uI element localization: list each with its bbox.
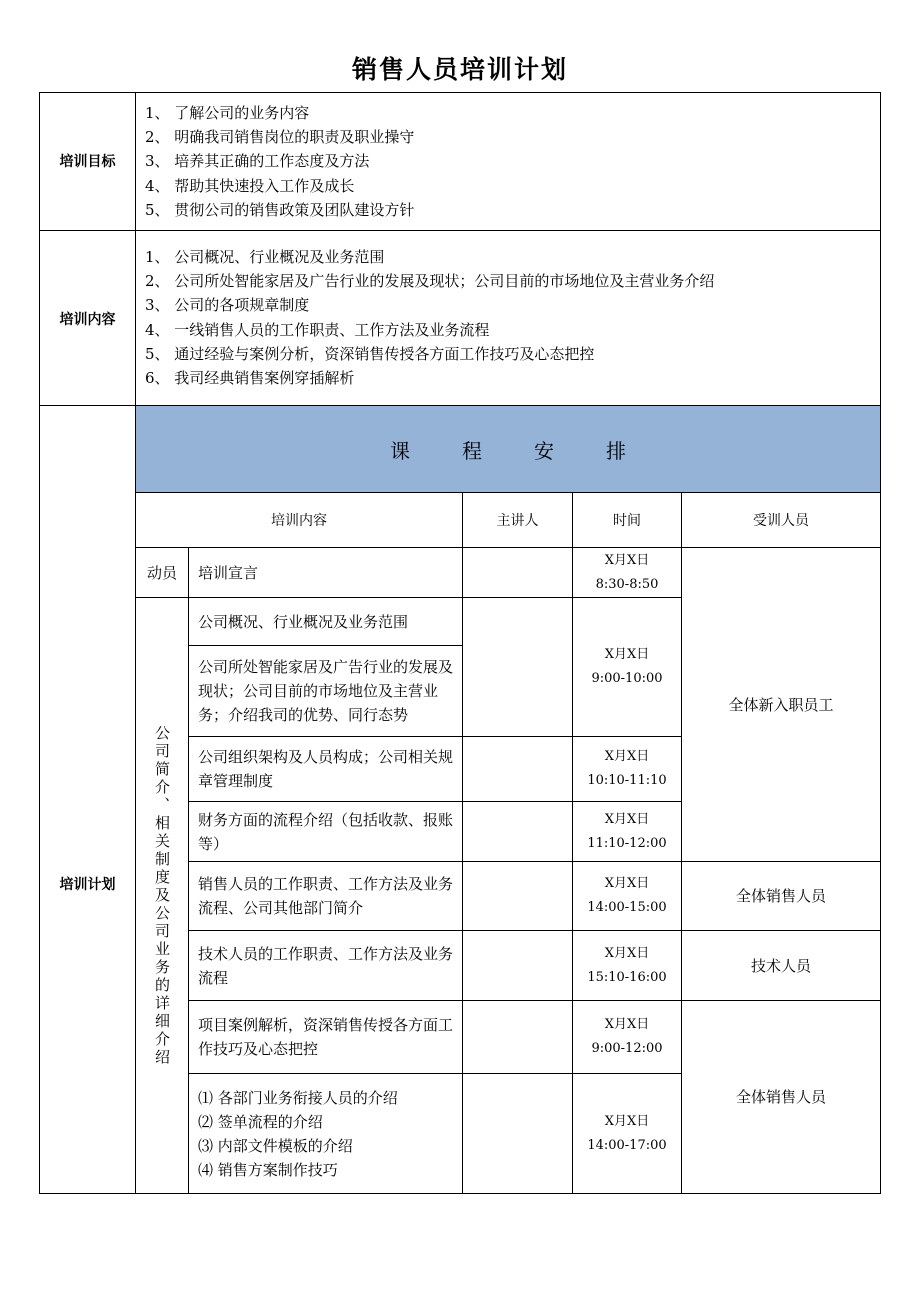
time-cell: X月X日 11:10-12:00: [587, 811, 667, 851]
content-label: 培训内容: [59, 312, 116, 328]
header-time: 时间: [613, 513, 641, 529]
trainees-cell: 全体销售人员: [735, 1088, 826, 1106]
section-category-label: 公司简介、相关制度及公司业务的详细介绍: [153, 725, 171, 1067]
sub-item-list: [198, 1074, 460, 1193]
plan-label: 培训计划: [59, 877, 116, 893]
header-content: 培训内容: [271, 513, 327, 529]
list-item: 3、 公司的各项规章制度: [145, 296, 310, 315]
time-cell: X月X日 9:00-10:00: [591, 647, 663, 686]
schedule-banner-text: 课程安排: [390, 438, 678, 463]
time-cell: X月X日 9:00-12:00: [591, 1017, 663, 1056]
list-item: ⑴ 各部门业务衔接人员的介绍: [198, 1088, 398, 1107]
mobilize-category: 动员: [146, 563, 177, 582]
goals-list: [145, 101, 414, 222]
time-cell: X月X日 14:00-15:00: [587, 876, 667, 915]
mobilize-content: 培训宣言: [198, 563, 259, 582]
list-item: 1、 了解公司的业务内容: [145, 104, 310, 122]
list-item: 5、 贯彻公司的销售政策及团队建设方针: [145, 200, 415, 219]
list-item: 2、 公司所处智能家居及广告行业的发展及现状；公司目前的市场地位及主营业务介绍: [145, 272, 715, 291]
list-item: 4、 帮助其快速投入工作及成长: [145, 176, 355, 195]
table-row: 财务方面的流程介绍（包括收款、报账等）: [198, 810, 454, 853]
list-item: ⑵ 签单流程的介绍: [198, 1112, 323, 1131]
header-lecturer: 主讲人: [496, 513, 539, 529]
list-item: 2、 明确我司销售岗位的职责及职业操守: [145, 128, 415, 147]
goals-label: 培训目标: [59, 154, 116, 170]
table-row: 销售人员的工作职责、工作方法及业务流程、公司其他部门简介: [198, 875, 454, 917]
mobilize-time: X月X日 8:30-8:50: [595, 552, 659, 592]
table-row: 公司组织架构及人员构成；公司相关规章管理制度: [198, 748, 454, 790]
table-row: 公司所处智能家居及广告行业的发展及现状；公司目前的市场地位及主营业务；介绍我司的优势、同行态势: [198, 658, 454, 724]
list-item: 6、 我司经典销售案例穿插解析: [145, 369, 355, 388]
trainees-cell: 全体销售人员: [735, 887, 826, 905]
table-row: 技术人员的工作职责、工作方法及业务流程: [198, 944, 454, 987]
time-cell: X月X日 10:10-11:10: [587, 749, 667, 788]
list-item: ⑶ 内部文件模板的介绍: [198, 1136, 353, 1155]
content-list: [145, 245, 714, 390]
list-item: 5、 通过经验与案例分析，资深销售传授各方面工作技巧及心态把控: [145, 344, 595, 363]
list-item: 1、 公司概况、行业概况及业务范围: [145, 248, 385, 266]
time-cell: X月X日 15:10-16:00: [587, 945, 667, 985]
page-title: 销售人员培训计划: [351, 55, 568, 84]
list-item: 3、 培养其正确的工作态度及方法: [145, 152, 370, 171]
trainees-cell: 全体新入职员工: [728, 695, 834, 714]
header-trainees: 受训人员: [753, 513, 809, 529]
list-item: ⑷ 销售方案制作技巧: [198, 1160, 338, 1179]
time-cell: X月X日 14:00-17:00: [587, 1113, 667, 1153]
table-row: 公司概况、行业概况及业务范围: [198, 612, 409, 631]
trainees-cell: 技术人员: [750, 956, 811, 975]
table-row: 项目案例解析，资深销售传授各方面工作技巧及心态把控: [198, 1016, 454, 1058]
list-item: 4、 一线销售人员的工作职责、工作方法及业务流程: [145, 320, 490, 339]
schedule-banner: [136, 406, 880, 492]
